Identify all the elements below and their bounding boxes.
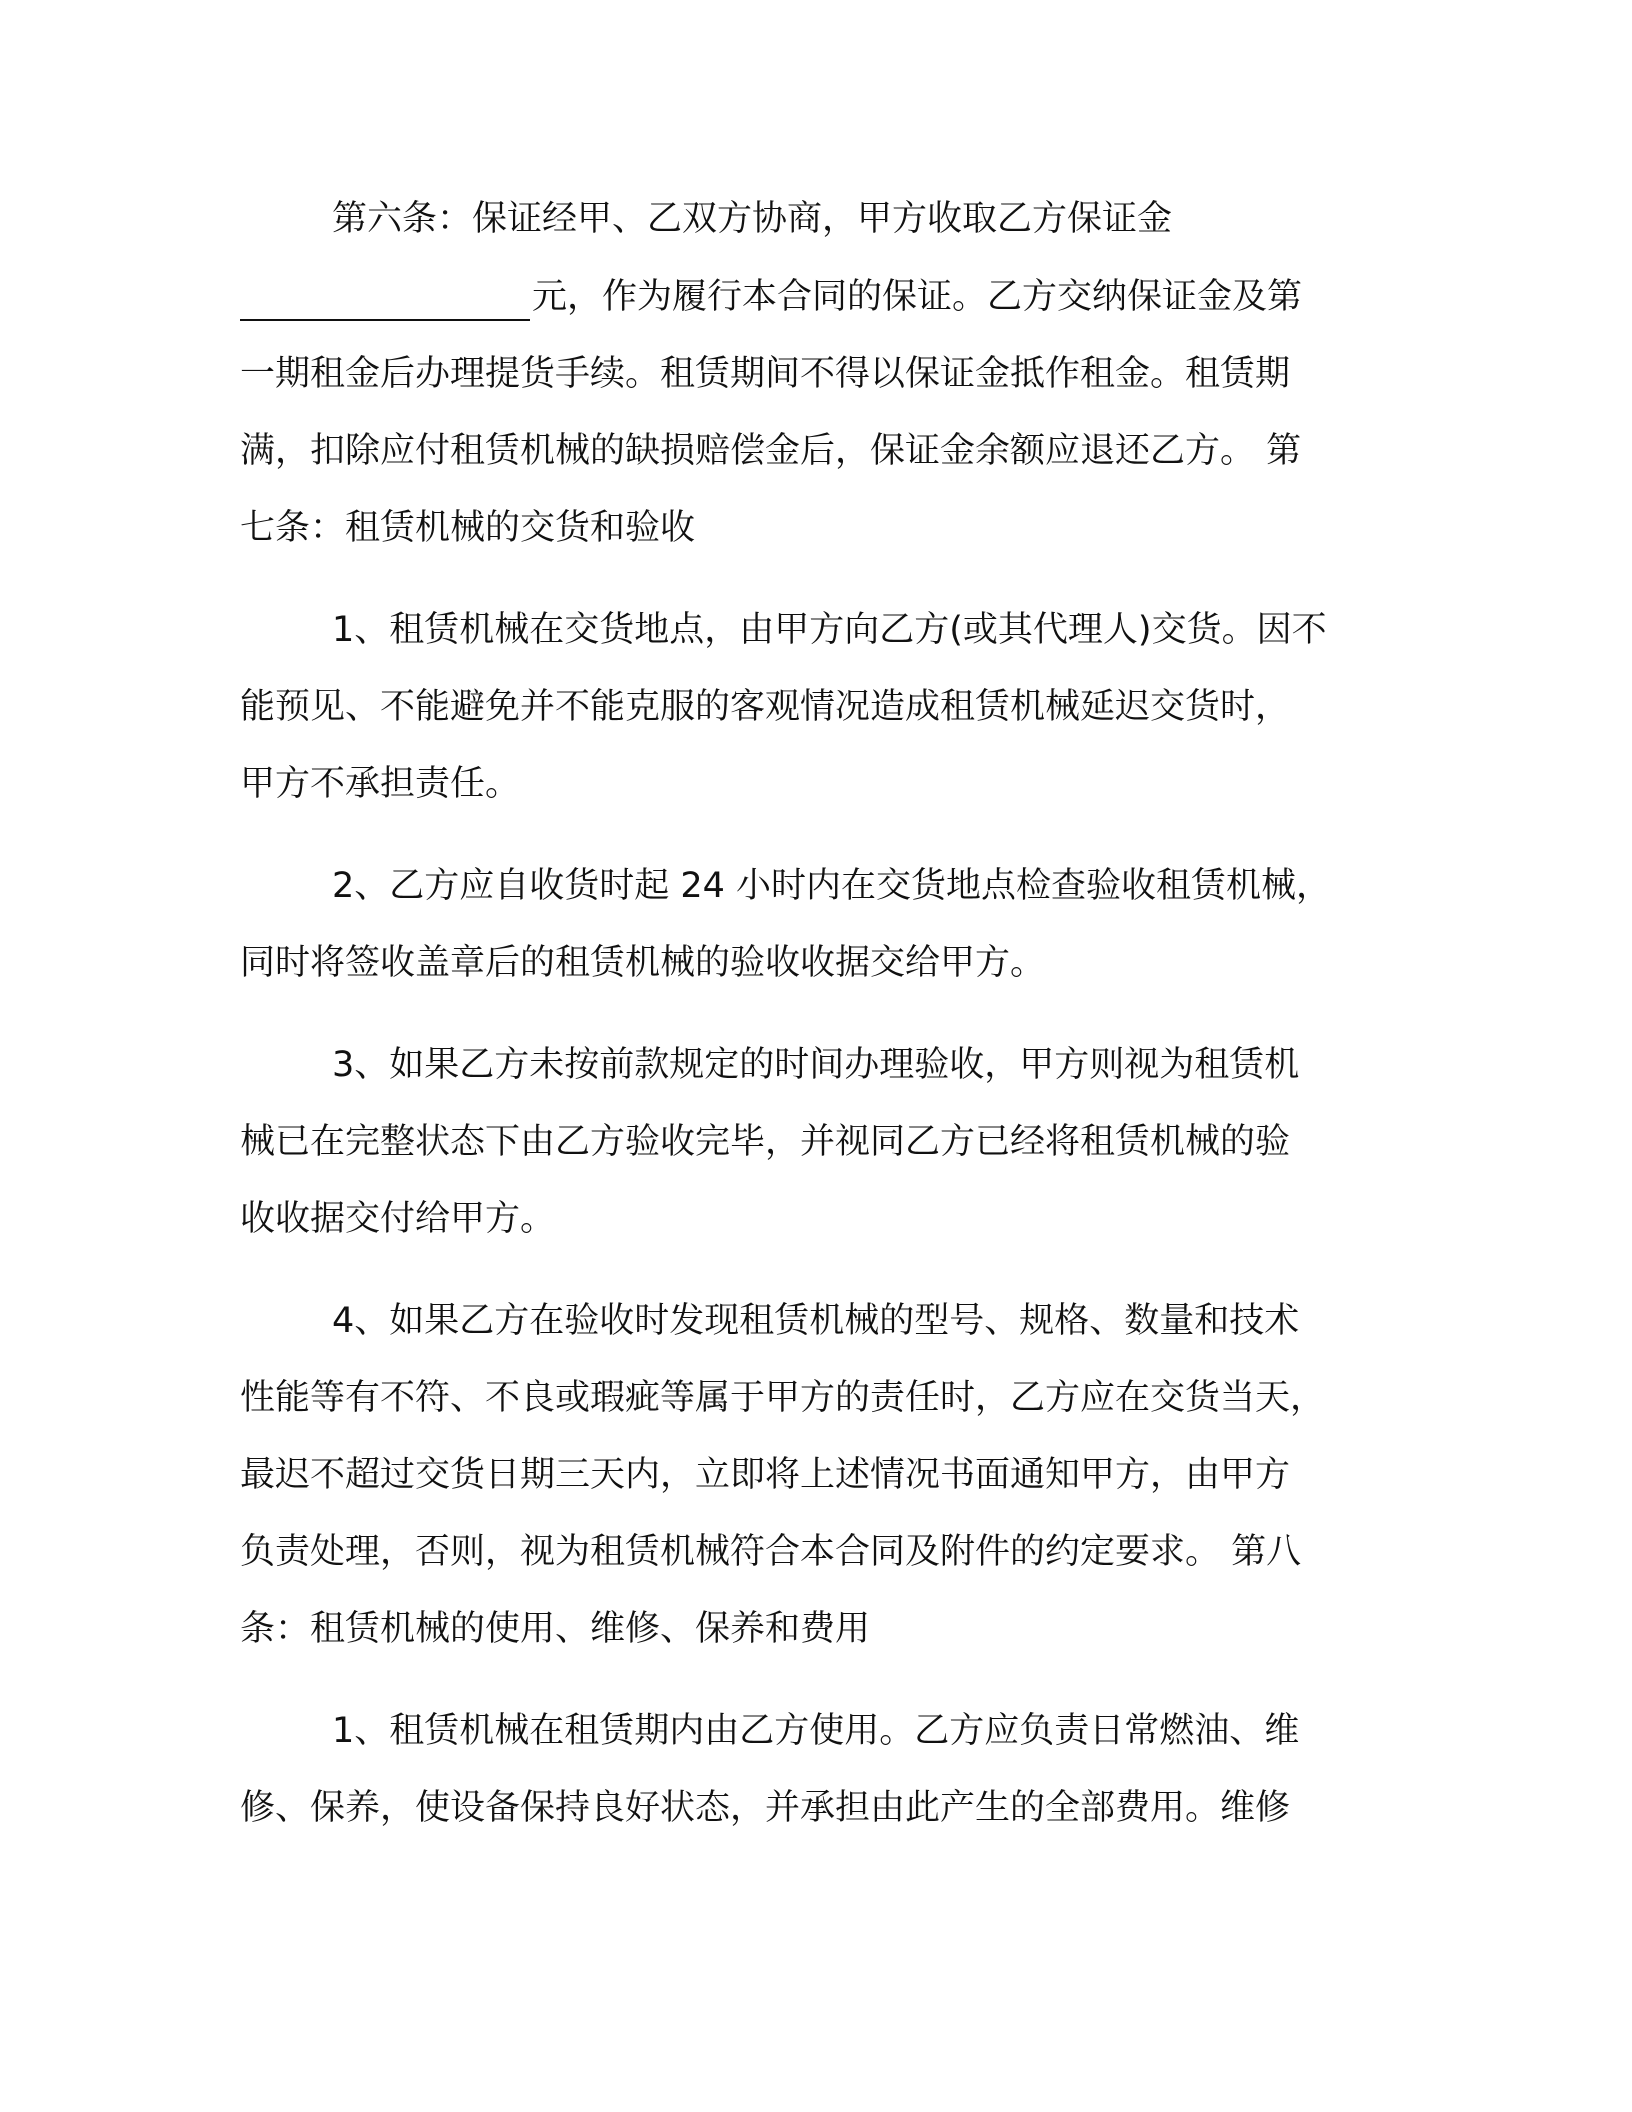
text-line: 条：租赁机械的使用、维修、保养和费用 [240,1609,871,1649]
text-line: 一期租金后办理提货手续。租赁期间不得以保证金抵作租金。租赁期 [240,354,1291,394]
amount-blank [240,285,530,321]
text-line: 械已在完整状态下由乙方验收完毕，并视同乙方已经将租赁机械的验 [240,1122,1291,1162]
text-line: 修、保养，使设备保持良好状态，并承担由此产生的全部费用。维修 [240,1788,1291,1828]
text-line: 能预见、不能避免并不能克服的客观情况造成租赁机械延迟交货时， [240,687,1291,727]
text-line: 最迟不超过交货日期三天内，立即将上述情况书面通知甲方，由甲方 [240,1455,1291,1495]
text-line: 2、乙方应自收货时起 24 小时内在交货地点检查验收租赁机械， [332,866,1332,906]
text-line: 同时将签收盖章后的租赁机械的验收收据交给甲方。 [240,943,1046,983]
text-line: 七条：租赁机械的交货和验收 [240,508,696,548]
text-line: 3、如果乙方未按前款规定的时间办理验收，甲方则视为租赁机 [332,1045,1300,1085]
text-line: 1、租赁机械在交货地点，由甲方向乙方(或其代理人)交货。因不 [332,610,1327,650]
text-line: 负责处理，否则，视为租赁机械符合本合同及附件的约定要求。 第八 [240,1532,1302,1572]
text-line: 性能等有不符、不良或瑕疵等属于甲方的责任时，乙方应在交货当天， [240,1378,1326,1418]
text-line: 第六条：保证经甲、乙双方协商，甲方收取乙方保证金 [332,199,1173,239]
text-line: 收收据交付给甲方。 [240,1199,556,1239]
text-line: 1、租赁机械在租赁期内由乙方使用。乙方应负责日常燃油、维 [332,1711,1300,1751]
text-line: 满，扣除应付租赁机械的缺损赔偿金后，保证金余额应退还乙方。 第 [240,431,1302,471]
text-line: 4、如果乙方在验收时发现租赁机械的型号、规格、数量和技术 [332,1301,1300,1341]
text-line: 甲方不承担责任。 [240,764,521,804]
text-line-content: 元，作为履行本合同的保证。乙方交纳保证金及第 [532,277,1303,317]
text-line [240,273,1302,321]
